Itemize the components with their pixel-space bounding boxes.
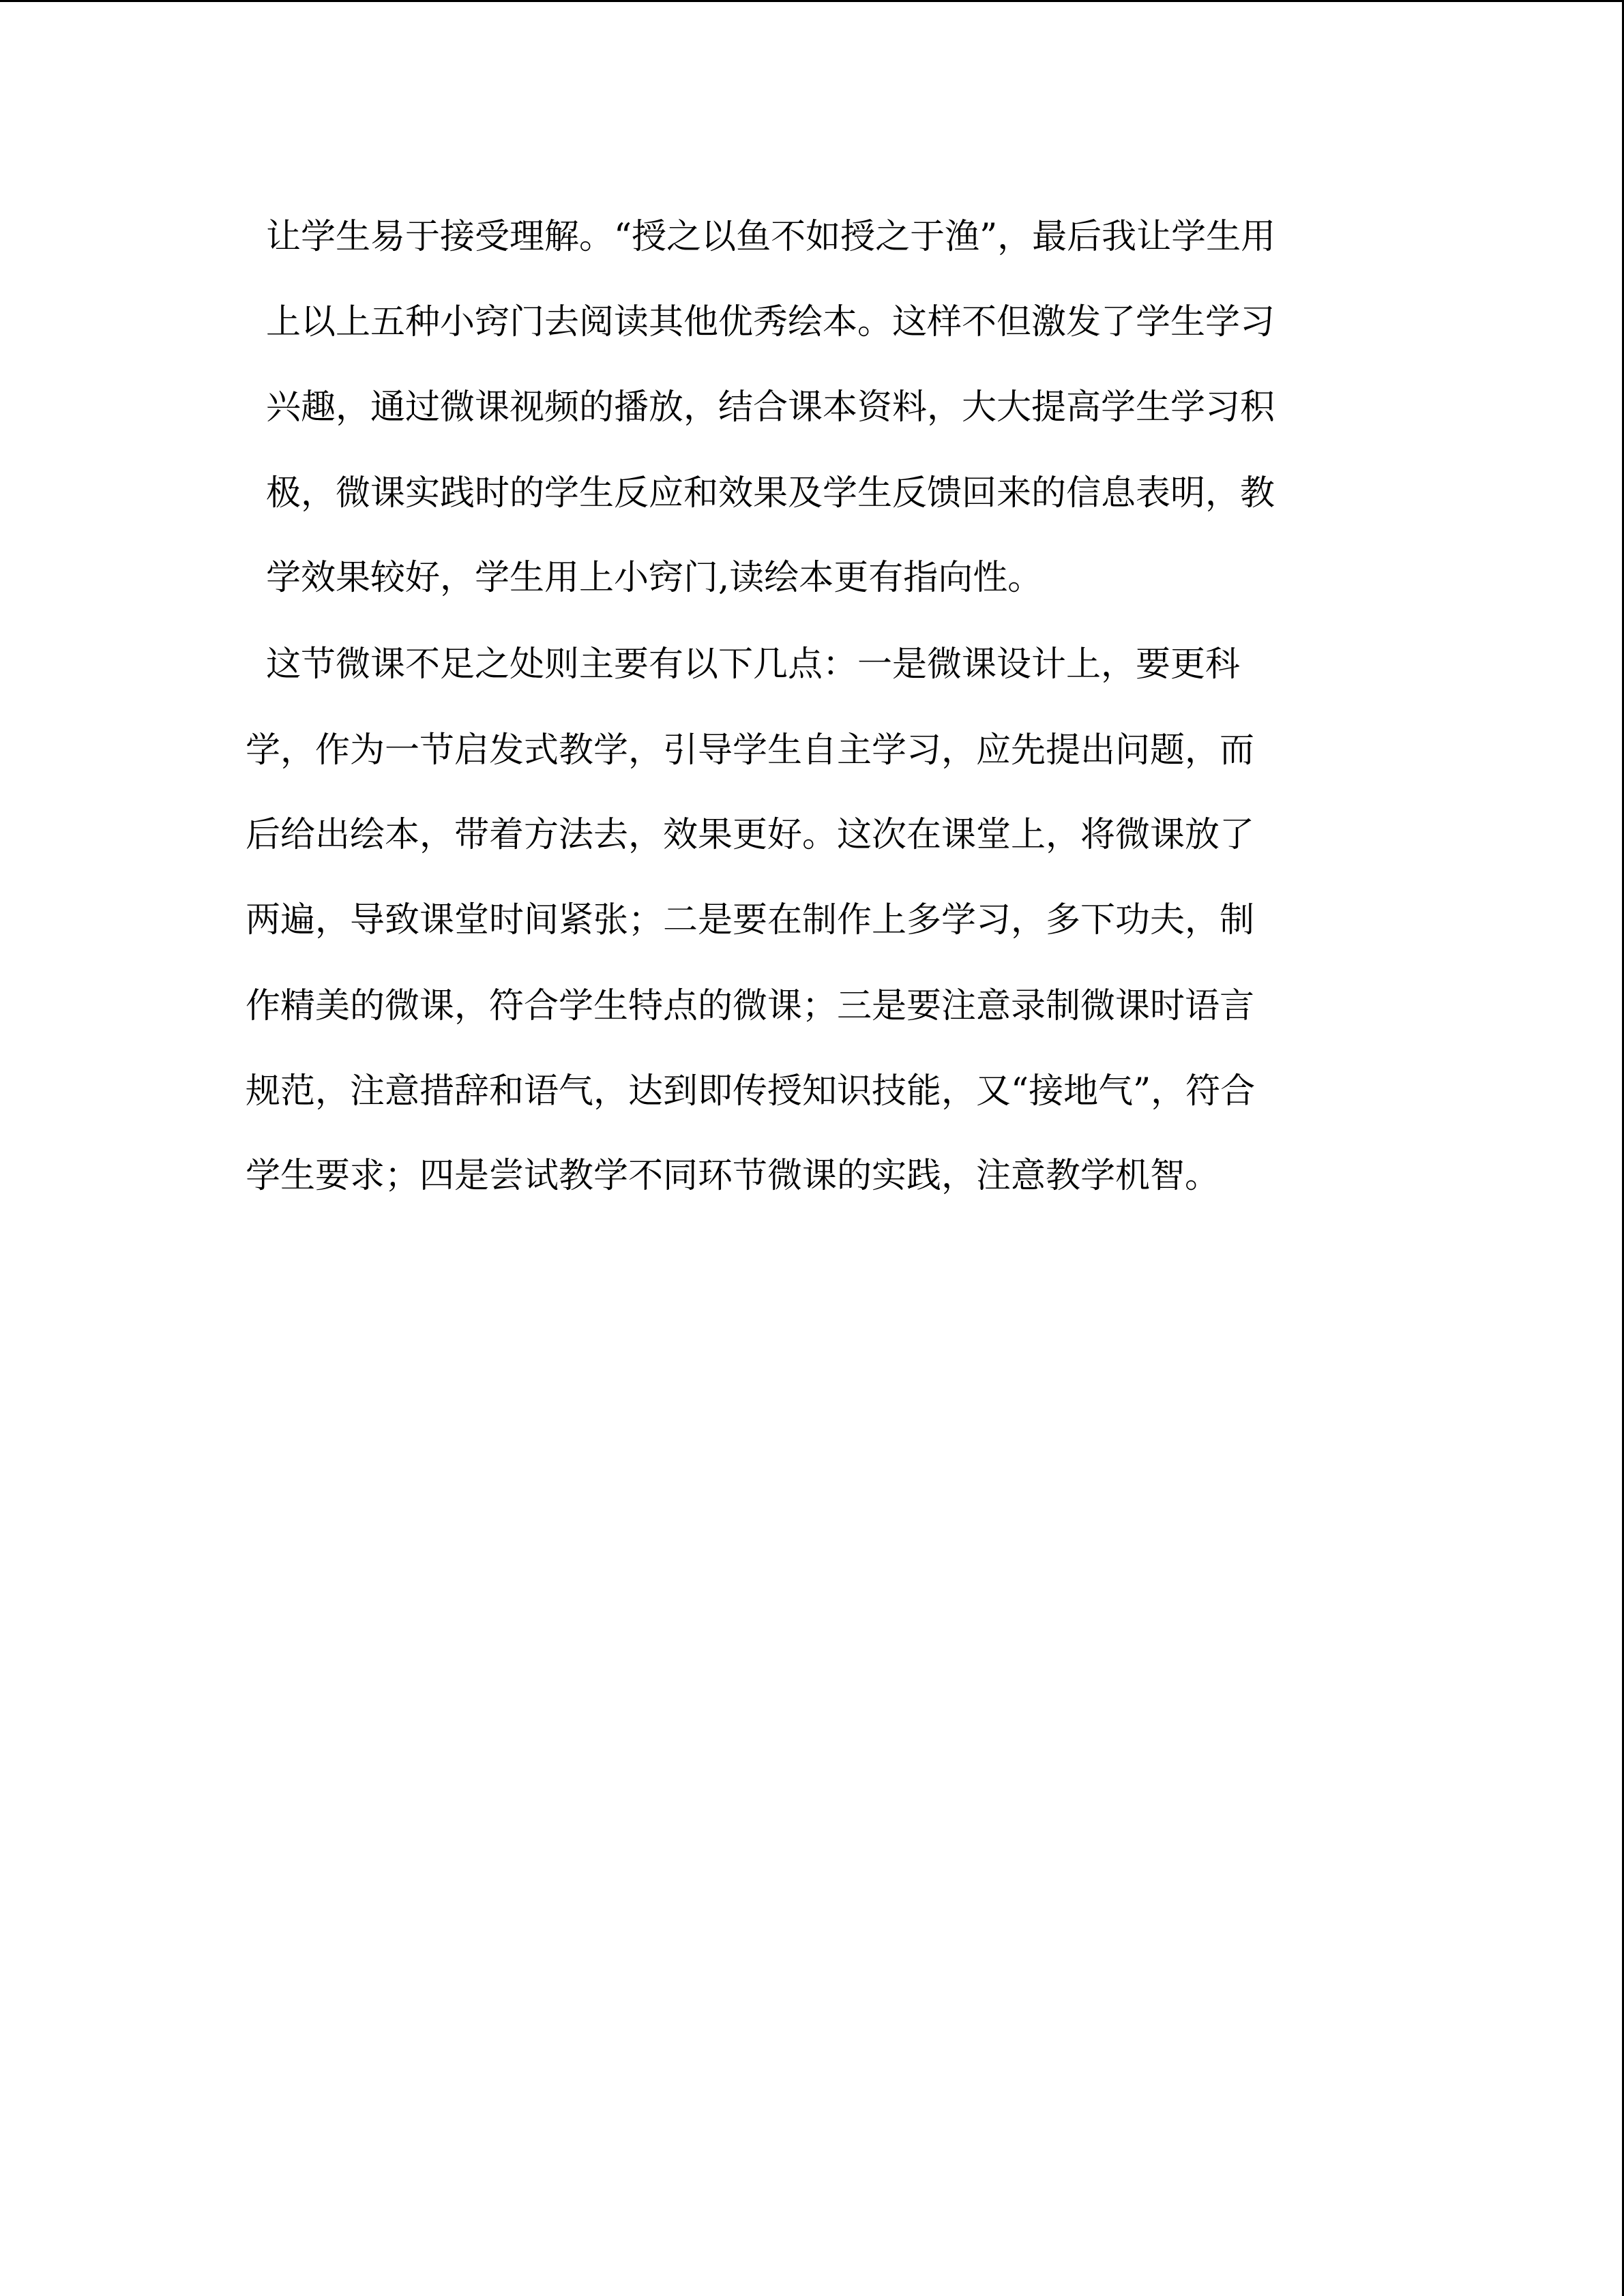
paragraph-2-line-4: 两遍，导致课堂时间紧张；二是要在制作上多学习，多下功夫，制 [246, 900, 1255, 940]
paragraph-2-line-2: 学，作为一节启发式教学，引导学生自主学习，应先提出问题，而 [246, 730, 1255, 771]
page-border-top [0, 0, 1624, 2]
paragraph-1-line-4: 极，微课实践时的学生反应和效果及学生反馈回来的信息表明，教 [266, 473, 1275, 513]
paragraph-1-line-2: 上以上五种小窍门去阅读其他优秀绘本。这样不但激发了学生学习 [266, 302, 1275, 342]
paragraph-1-line-3: 兴趣，通过微课视频的播放，结合课本资料，大大提高学生学习积 [266, 387, 1275, 428]
paragraph-2-line-7: 学生要求；四是尝试教学不同环节微课的实践，注意教学机智。 [246, 1156, 1220, 1196]
paragraph-2-line-3: 后给出绘本，带着方法去，效果更好。这次在课堂上，将微课放了 [246, 815, 1255, 855]
paragraph-2-line-6: 规范，注意措辞和语气，达到即传授知识技能，又“接地气”，符合 [246, 1071, 1256, 1112]
paragraph-1-line-5: 学效果较好，学生用上小窍门,读绘本更有指向性。 [266, 558, 1043, 598]
paragraph-1-line-1: 让学生易于接受理解。“授之以鱼不如授之于渔”，最后我让学生用 [266, 217, 1276, 257]
paragraph-2-line-1: 这节微课不足之处则主要有以下几点：一是微课设计上，要更科 [266, 644, 1241, 685]
paragraph-2-line-5: 作精美的微课，符合学生特点的微课；三是要注意录制微课时语言 [246, 986, 1255, 1026]
